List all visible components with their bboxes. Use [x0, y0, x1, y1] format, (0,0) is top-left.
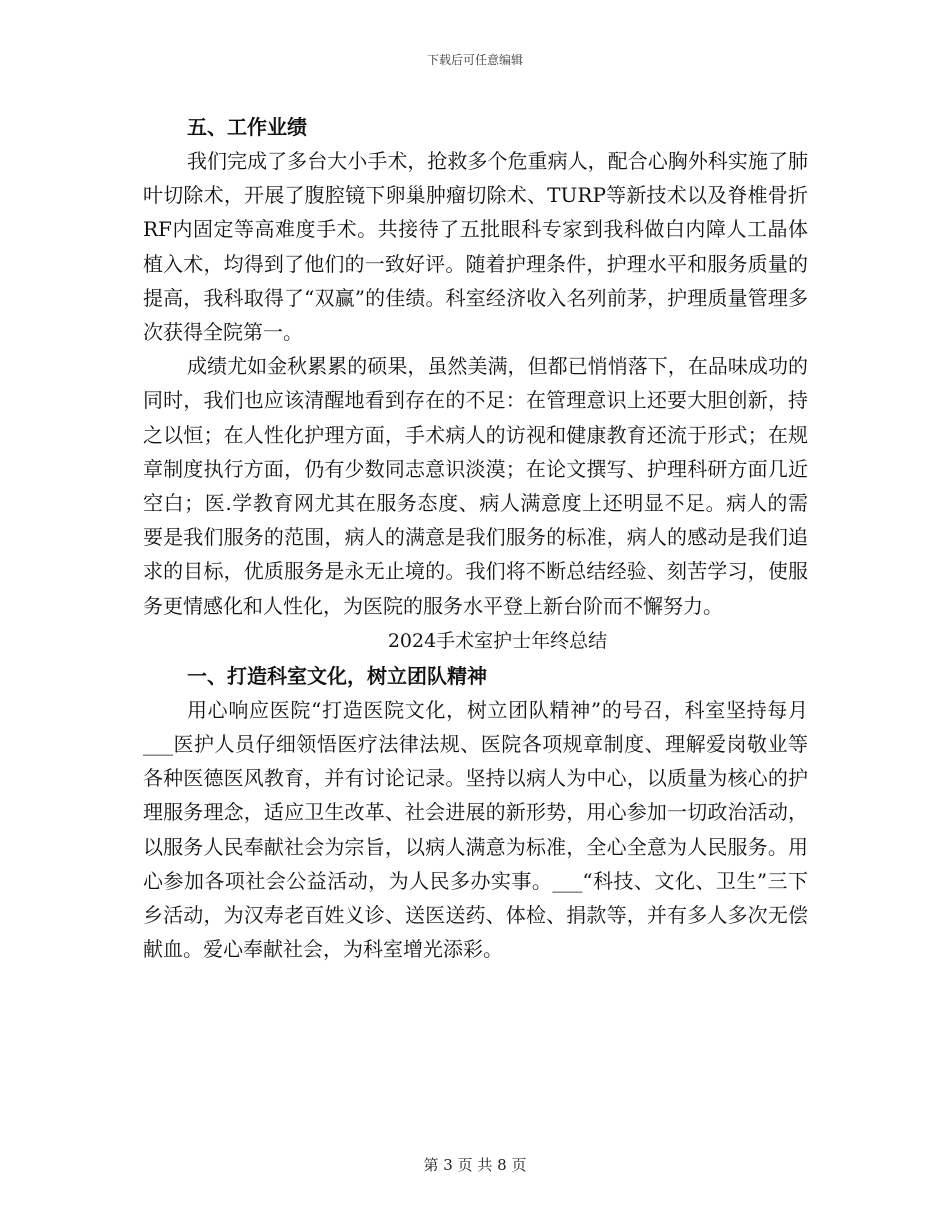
paragraph: 我们完成了多台大小手术，抢救多个危重病人，配合心胸外科实施了肺叶切除术，开展了腹腔镜下卵巢肿瘤切除术、TURP等新技术以及脊椎骨折RF内固定等高难度手术。共接待了五批眼科专家到我科做白内障人工晶体植入术，均得到了他们的一致好评。随着护理条件，护理水平和服务质量的提高，我科取得了“双赢”的佳绩。科室经济收入名列前茅，护理质量管理多次获得全院第一。: [143, 149, 808, 345]
paragraph: 用心响应医院“打造医院文化，树立团队精神”的号召，科室坚持每月___医护人员仔细领悟医疗法律法规、医院各项规章制度、理解爱岗敬业等各种医德医风教育，并有讨论记录。坚持以病人为中心，以质量为核心的护理服务理念，适应卫生改革、社会进展的新形势，用心参加一切政治活动，以服务人民奉献社会为宗旨，以病人满意为标准，全心全意为人民服务。用心参加各项社会公益活动，为人民多办实事。___“科技、文化、卫生”三下乡活动，为汉寿老百姓义诊、送医送药、体检、捐款等，并有多人多次无偿献血。爱心奉献社会，为科室增光添彩。: [143, 697, 808, 962]
document-body: [143, 110, 808, 966]
section-heading-work-achievements: 五、工作业绩: [187, 115, 307, 139]
paragraph: 成绩尤如金秋累累的硕果，虽然美满，但都已悄悄落下，在品味成功的同时，我们也应该清醒地看到存在的不足：在管理意识上还要大胆创新，持之以恒；在人性化护理方面，手术病人的访视和健康教育还流于形式；在规章制度执行方面，仍有少数同志意识淡漠；在论文撰写、护理科研方面几近空白；医.学教育网尤其在服务态度、病人满意度上还明显不足。病人的需要是我们服务的范围，病人的满意是我们服务的标准，病人的感动是我们追求的目标，优质服务是永无止境的。我们将不断总结经验、刻苦学习，使服务更情感化和人性化，为医院的服务水平登上新台阶而不懈努力。: [143, 354, 808, 618]
page-header: 下载后可任意编辑: [426, 53, 523, 67]
document-title: 2024手术室护士年终总结: [387, 629, 608, 652]
page-number: 第 3 页 共 8 页: [423, 1156, 527, 1174]
section-heading-department-culture: 一、打造科室文化，树立团队精神: [187, 663, 487, 688]
